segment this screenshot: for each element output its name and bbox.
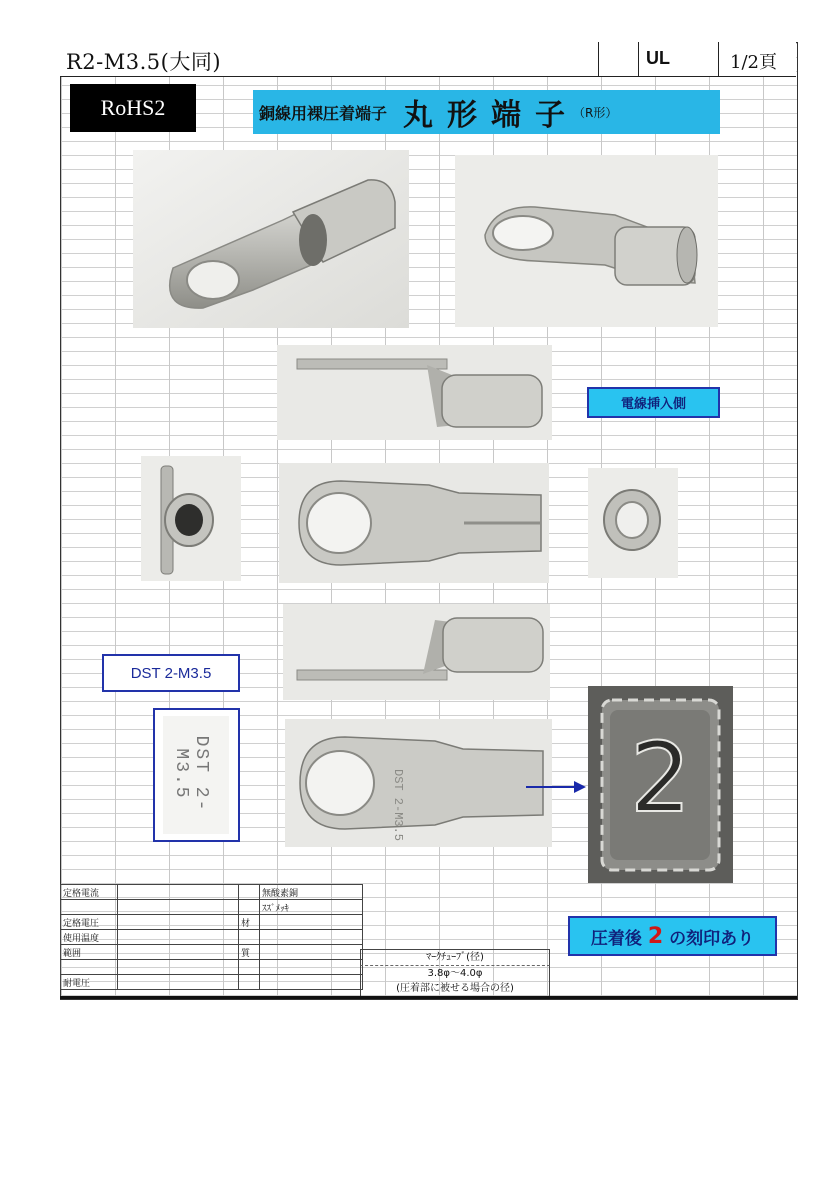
marking-tube-info	[360, 949, 550, 996]
terminal-photo-side-bottom	[283, 604, 550, 700]
blank-cell	[598, 42, 639, 76]
bottom-border	[60, 996, 797, 999]
blank-cell	[239, 885, 260, 900]
rated-voltage-label: 定格電圧	[61, 915, 118, 930]
spec-table	[60, 884, 363, 990]
withstand-voltage-label: 耐電圧	[61, 975, 118, 990]
rated-current-value	[118, 885, 239, 900]
stamp-text: DST 2-M3.5	[171, 735, 211, 813]
rohs-badge: RoHS2	[70, 84, 196, 132]
blank-cell	[260, 975, 363, 990]
blank-cell	[260, 945, 363, 960]
temp-label: 使用温度	[61, 930, 118, 945]
banner-subtitle: 銅線用裸圧着端子	[259, 103, 388, 123]
plating-value: ｽｽﾞﾒｯｷ	[260, 900, 363, 915]
banner-kind: （R形）	[573, 105, 618, 120]
material-label-2: 質	[239, 945, 260, 960]
model-marking-label: DST 2-M3.5	[102, 654, 240, 692]
withstand-value	[118, 975, 239, 990]
blank-cell	[118, 900, 239, 915]
blank-cell	[239, 975, 260, 990]
terminal-photo-stamped	[285, 719, 552, 847]
terminal-photo-angle-right	[455, 155, 718, 327]
blank-cell	[239, 900, 260, 915]
stamp-digit: 2	[629, 722, 692, 834]
blank-cell	[61, 960, 118, 975]
document-title: R2-M3.5(大同)	[66, 50, 222, 74]
tube-note: (圧着部に被せる場合の径)	[360, 981, 550, 996]
tube-value: 3.8φ～4.0φ	[360, 966, 550, 981]
crimp-stamp-note	[568, 916, 777, 956]
blank-cell	[260, 915, 363, 930]
temp-value	[118, 930, 239, 945]
rated-current-label: 定格電流	[61, 885, 118, 900]
tube-label: ﾏｰｸﾁｭｰﾌﾞ(径)	[360, 949, 550, 966]
arrow-icon	[524, 780, 588, 794]
stamp-closeup-box	[153, 708, 240, 842]
blank-cell	[118, 945, 239, 960]
svg-text:DST 2-M3.5: DST 2-M3.5	[391, 769, 405, 842]
terminal-photo-end-ring	[141, 456, 241, 581]
wire-insert-side-label: 電線挿入側	[587, 387, 720, 418]
material-value: 無酸素銅	[260, 885, 363, 900]
blank-cell	[260, 960, 363, 975]
terminal-photo-side	[277, 345, 552, 440]
blank-cell	[239, 930, 260, 945]
stamp-closeup-photo	[588, 686, 733, 883]
blank-cell	[61, 900, 118, 915]
page-number: 1/2頁	[730, 52, 777, 73]
note-suffix: の刻印あり	[669, 928, 755, 949]
rated-voltage-value	[118, 915, 239, 930]
temp-label-range: 範囲	[61, 945, 118, 960]
blank-cell	[239, 960, 260, 975]
note-digit: 2	[647, 923, 664, 949]
blank-cell	[118, 960, 239, 975]
product-banner	[253, 90, 720, 134]
material-label: 材	[239, 915, 260, 930]
standard-label: UL	[646, 48, 670, 68]
terminal-photo-angle-left	[133, 150, 409, 328]
header-row	[60, 42, 796, 77]
banner-product-name: 丸形端子	[403, 98, 580, 133]
blank-cell	[260, 930, 363, 945]
note-prefix: 圧着後	[590, 928, 642, 949]
terminal-photo-top	[279, 463, 549, 583]
terminal-photo-barrel-end	[588, 468, 678, 578]
